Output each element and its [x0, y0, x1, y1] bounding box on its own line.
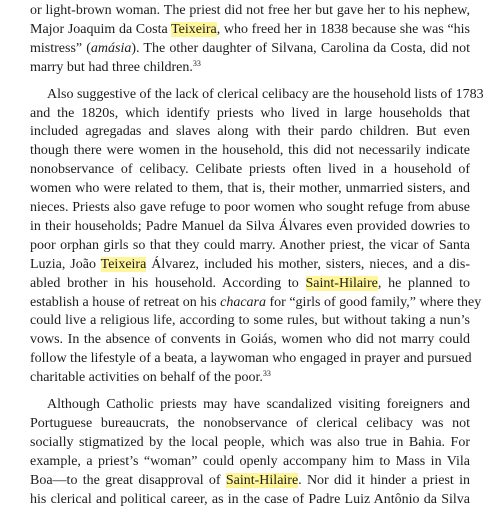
italic-term: amásia	[90, 40, 132, 56]
text-run: included agregadas and slaves along with their pardo children. But even	[30, 124, 470, 140]
text-run: example, a priest’s “woman” could openly accompany him to Mass in Vila	[30, 453, 470, 469]
text-line	[30, 2, 470, 20]
text-line	[47, 86, 484, 104]
footnote-marker: 33	[262, 369, 271, 379]
text-line	[30, 453, 470, 471]
text-line	[30, 331, 470, 349]
text-line	[30, 237, 470, 255]
text-run: nonobservance of celibacy. Celibate priests often lived in a household of	[30, 162, 470, 178]
highlighted-term: Teixeira	[171, 21, 217, 37]
text-run: follow the lifestyle of a beata, a laywoman who engaged in prayer and pursued	[30, 351, 472, 367]
text-run: , who freed her in 1838 because she was “his	[216, 21, 470, 37]
text-run: charitable activities on behalf of the poor.	[30, 370, 263, 386]
text-run: Portuguese bureaucrats, the nonobservance of clerical celibacy was not	[30, 415, 470, 431]
text-line	[30, 312, 470, 330]
text-line	[30, 218, 470, 236]
text-run: vows. In the absence of convents in Goiás, women who did not marry could	[30, 332, 470, 348]
text-run: could live a religious life, according to some rules, but without taking a nun’s	[30, 313, 470, 329]
text-run: Although Catholic priests may have scandalized visiting foreigners and	[47, 397, 470, 412]
italic-term: chacara	[220, 294, 267, 310]
footnote-marker: 33	[192, 58, 201, 68]
text-line	[30, 59, 470, 77]
text-run: , he planned to	[377, 275, 471, 291]
text-line	[47, 396, 470, 414]
text-line	[30, 434, 470, 452]
text-line	[30, 21, 470, 39]
text-run: Luzia, João	[30, 256, 101, 272]
text-run: Major Joaquim da Costa	[30, 21, 172, 37]
text-run: and the 1820s, which identify priests who lived in large households that	[30, 105, 470, 121]
text-run: Álvarez, included his mother, sisters, nieces, and a dis-	[146, 256, 470, 272]
text-line	[30, 199, 470, 217]
text-run: nieces. Priests also gave refuge to poor women who sought refuge from abuse	[30, 200, 470, 215]
highlighted-term: Saint-Hilaire	[305, 275, 378, 291]
text-line	[30, 472, 470, 490]
text-run: marry but had three children.	[30, 59, 193, 75]
highlighted-term: Saint-Hilaire	[225, 472, 299, 488]
text-line	[30, 275, 470, 293]
text-line	[30, 415, 470, 433]
text-line	[30, 161, 470, 179]
text-run: his clerical and political career, as in the case of Padre Luiz Antônio da Silva	[30, 491, 470, 507]
text-line	[30, 294, 482, 312]
text-run: abled brother in his household. According to	[30, 275, 306, 291]
text-line	[30, 142, 470, 160]
text-line	[30, 40, 470, 58]
text-run: women who were related to them, that is, their mother, unmarried sisters, and	[30, 181, 470, 197]
text-run: ). The other daughter of Silvana, Carolina da Costa, did not	[131, 40, 471, 56]
highlighted-term: Teixeira	[100, 256, 147, 272]
text-line	[30, 256, 470, 274]
text-run: establish a house of retreat on his	[30, 294, 221, 310]
text-line	[30, 491, 470, 509]
text-run: socially stigmatized by the local people, which was also true in Bahia. For	[30, 434, 470, 450]
text-line	[30, 105, 470, 123]
text-run: Boa—to the great disapproval of	[30, 472, 226, 488]
text-line	[30, 369, 470, 387]
text-line	[30, 123, 470, 141]
text-run: in their households; Padre Manuel da Silva Álvares even provided dowries to	[30, 218, 470, 234]
text-run: mistress” (	[30, 40, 91, 56]
text-run: poor orphan girls so that they could marry. Another priest, the vicar of Santa	[30, 237, 470, 253]
text-run: or light-brown woman. The priest did not free her but gave her to his nephew,	[30, 3, 470, 18]
text-run: for “girls of good family,” where they	[266, 294, 482, 310]
text-run: . Nor did it hinder a priest in	[298, 472, 470, 488]
text-line	[30, 180, 470, 198]
text-run: Also suggestive of the lack of clerical celibacy are the household lists of 1783	[47, 86, 484, 102]
text-line	[30, 350, 470, 368]
text-run: though there were women in the household, this did not necessarily indicate	[30, 143, 470, 159]
